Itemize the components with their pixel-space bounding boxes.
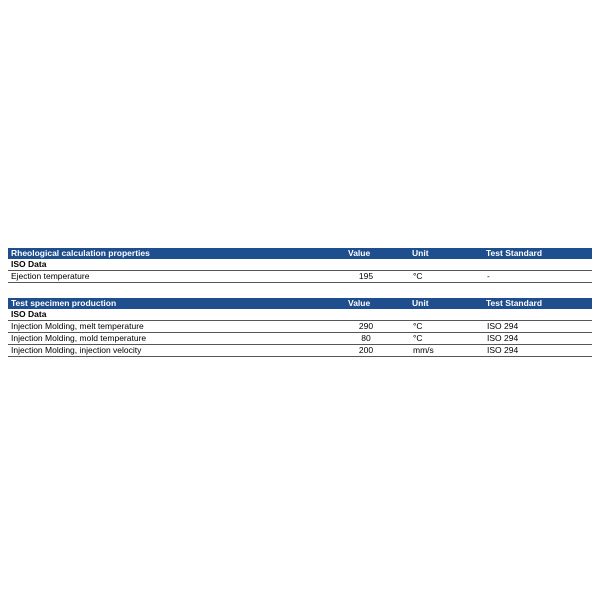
- test-specimen-production-table: [8, 298, 592, 357]
- property-value: 80: [361, 333, 371, 343]
- section-label: ISO Data: [11, 259, 47, 269]
- property-value: 200: [358, 345, 374, 355]
- table-title: Test specimen production: [11, 298, 117, 308]
- property-standard: ISO 294: [487, 321, 519, 331]
- table-row: [8, 271, 592, 283]
- standard-column-header: Test Standard: [486, 298, 543, 308]
- section-label-row: [8, 259, 592, 271]
- unit-column-header: Unit: [412, 248, 429, 258]
- property-name: Injection Molding, injection velocity: [11, 345, 142, 355]
- property-value: 290: [358, 321, 374, 331]
- property-name: Ejection temperature: [11, 271, 90, 281]
- property-value: 195: [358, 271, 374, 281]
- property-name: Injection Molding, mold temperature: [11, 333, 147, 343]
- section-label-row: [8, 309, 592, 321]
- section-label: ISO Data: [11, 309, 47, 319]
- property-unit: °C: [413, 271, 423, 281]
- property-unit: °C: [413, 321, 423, 331]
- rheological-properties-table: [8, 248, 592, 283]
- value-column-header: Value: [348, 248, 371, 258]
- property-standard: -: [487, 271, 490, 281]
- table-row: [8, 321, 592, 333]
- unit-column-header: Unit: [412, 298, 429, 308]
- property-unit: °C: [413, 333, 423, 343]
- value-column-header: Value: [348, 298, 371, 308]
- table-header-row: [8, 298, 592, 309]
- property-standard: ISO 294: [487, 333, 519, 343]
- property-unit: mm/s: [413, 345, 434, 355]
- standard-column-header: Test Standard: [486, 248, 543, 258]
- table-title: Rheological calculation properties: [11, 248, 150, 258]
- property-name: Injection Molding, melt temperature: [11, 321, 144, 331]
- table-row: [8, 333, 592, 345]
- table-row: [8, 345, 592, 357]
- property-standard: ISO 294: [487, 345, 519, 355]
- table-header-row: [8, 248, 592, 259]
